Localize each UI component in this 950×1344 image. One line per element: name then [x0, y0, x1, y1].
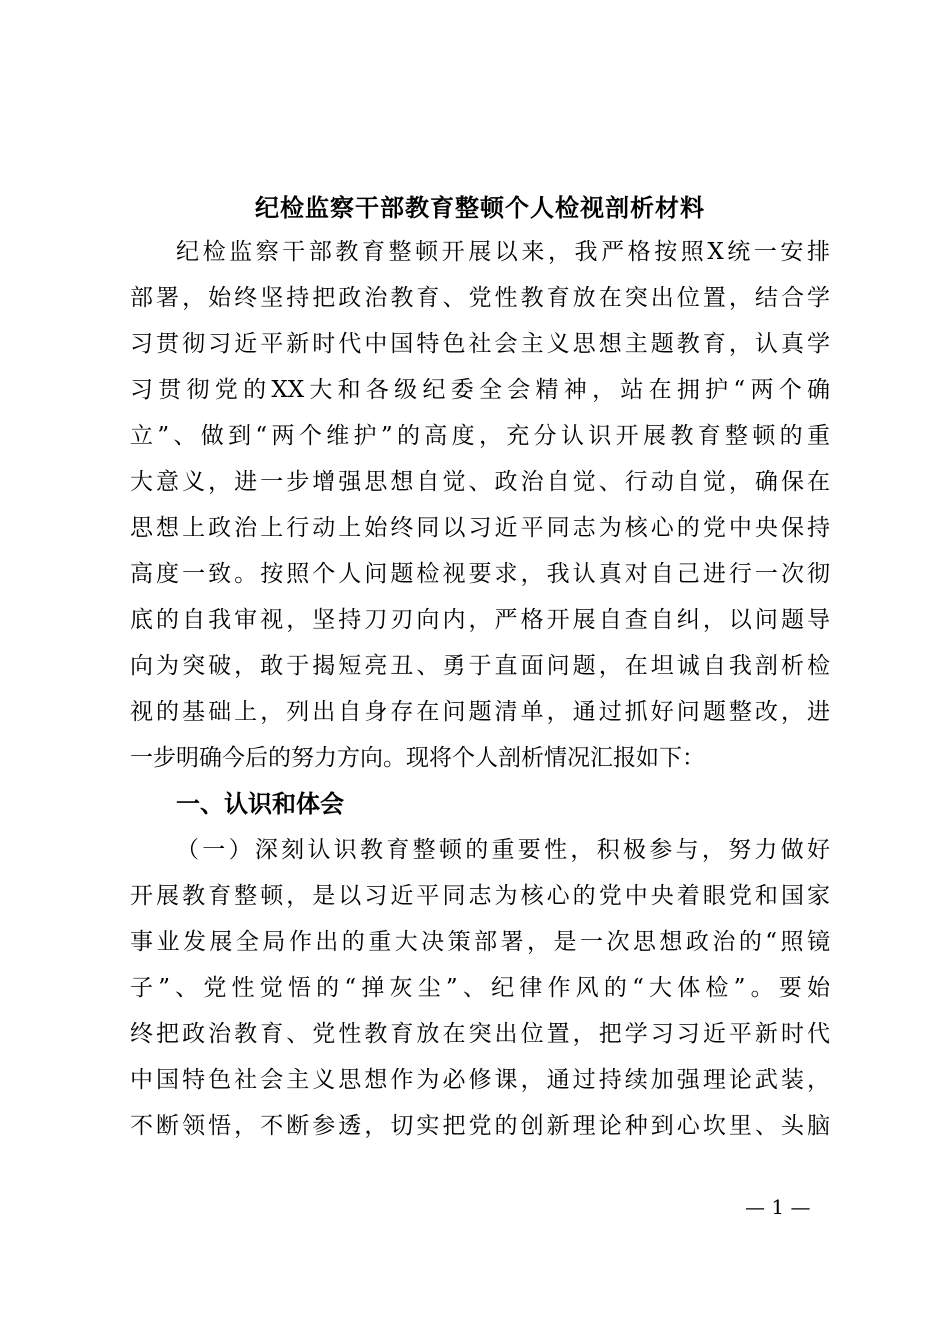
- intro-line: 立”、做到“两个维护”的高度，充分认识开展教育整顿的重: [130, 423, 830, 449]
- intro-line: 习贯彻习近平新时代中国特色社会主义思想主题教育，认真学: [130, 331, 830, 357]
- intro-line: 部署，始终坚持把政治教育、党性教育放在突出位置，结合学: [130, 285, 830, 311]
- subsection-line: 终把政治教育、党性教育放在突出位置，把学习习近平新时代: [130, 1021, 830, 1047]
- intro-line: 习贯彻党的XX大和各级纪委全会精神，站在拥护“两个确: [130, 377, 830, 403]
- intro-line: 高度一致。按照个人问题检视要求，我认真对自己进行一次彻: [130, 561, 830, 587]
- intro-line: 思想上政治上行动上始终同以习近平同志为核心的党中央保持: [130, 515, 830, 541]
- subsection-line: （一）深刻认识教育整顿的重要性，积极参与，努力做好: [176, 837, 830, 863]
- subsection-line: 子”、党性觉悟的“掸灰尘”、纪律作风的“大体检”。要始: [130, 975, 830, 1001]
- section-heading: 一、认识和体会: [176, 790, 344, 818]
- subsection-line: 开展教育整顿，是以习近平同志为核心的党中央着眼党和国家: [130, 883, 830, 909]
- intro-line: 底的自我审视，坚持刀刃向内，严格开展自查自纠，以问题导: [130, 607, 830, 633]
- subsection-line: 不断领悟，不断参透，切实把党的创新理论种到心坎里、头脑: [130, 1113, 830, 1139]
- subsection-line: 中国特色社会主义思想作为必修课，通过持续加强理论武装，: [130, 1067, 830, 1093]
- intro-line: 大意义，进一步增强思想自觉、政治自觉、行动自觉，确保在: [130, 469, 830, 495]
- document-title: 纪检监察干部教育整顿个人检视剖析材料: [255, 193, 705, 222]
- intro-line: 一步明确今后的努力方向。现将个人剖析情况汇报如下：: [130, 745, 705, 771]
- intro-line: 视的基础上，列出自身存在问题清单，通过抓好问题整改，进: [130, 699, 830, 725]
- intro-line: 向为突破，敢于揭短亮丑、勇于直面问题，在坦诚自我剖析检: [130, 653, 830, 679]
- subsection-line: 事业发展全局作出的重大决策部署，是一次思想政治的“照镜: [130, 929, 830, 955]
- page-number: — 1 —: [745, 1195, 811, 1219]
- intro-line: 纪检监察干部教育整顿开展以来，我严格按照X统一安排: [176, 239, 830, 265]
